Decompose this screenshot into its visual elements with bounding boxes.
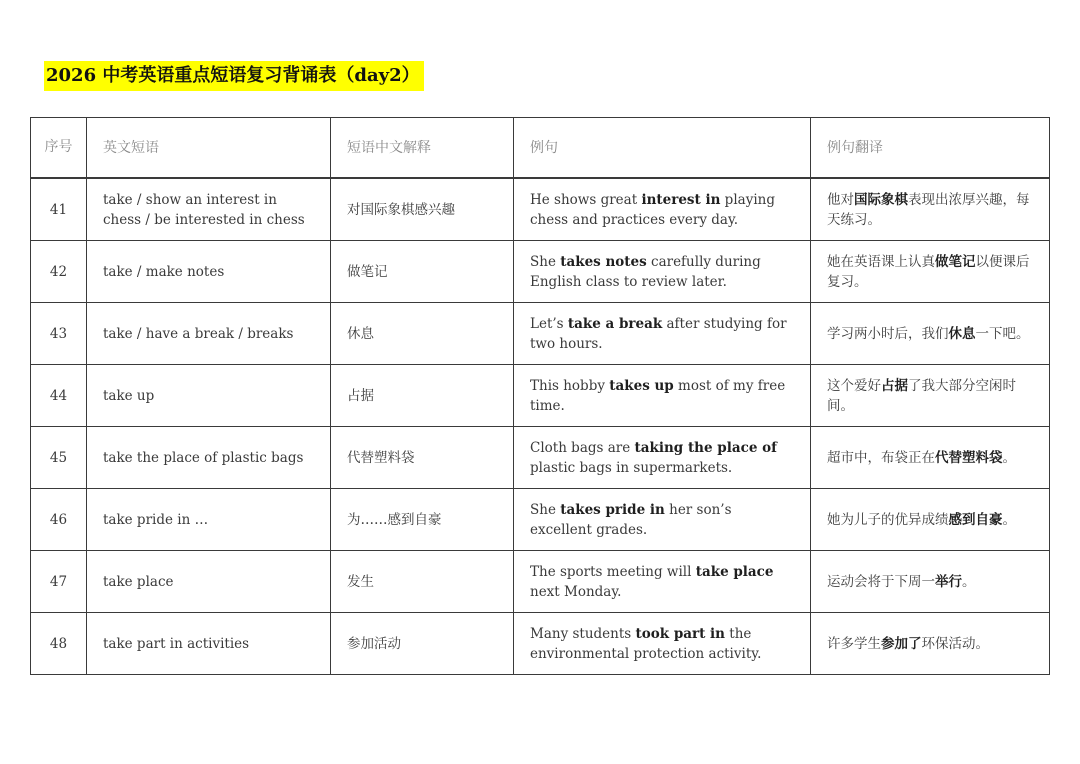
header-meaning: 短语中文解释 <box>330 117 513 178</box>
example-translation <box>810 488 1050 550</box>
example-translation <box>810 178 1050 240</box>
table-row <box>30 364 1050 426</box>
chinese-meaning: 对国际象棋感兴趣 <box>330 178 513 240</box>
english-phrase: take place <box>86 550 330 612</box>
chinese-meaning: 休息 <box>330 302 513 364</box>
english-phrase: take / make notes <box>86 240 330 302</box>
bold-keyword: takes pride in <box>560 501 665 518</box>
chinese-meaning: 发生 <box>330 550 513 612</box>
table-row <box>30 178 1050 240</box>
text-segment: most of my free time. <box>530 377 786 414</box>
bold-keyword: 做笔记 <box>935 253 976 270</box>
bold-keyword: 参加了 <box>881 635 922 652</box>
row-number: 48 <box>30 612 86 675</box>
bold-keyword: takes up <box>609 377 674 394</box>
example-sentence <box>513 612 810 675</box>
text-segment: 一下吧。 <box>975 325 1030 342</box>
example-sentence <box>513 302 810 364</box>
row-number: 45 <box>30 426 86 488</box>
example-sentence <box>513 178 810 240</box>
english-phrase: take the place of plastic bags <box>86 426 330 488</box>
chinese-meaning: 做笔记 <box>330 240 513 302</box>
text-segment: 这个爱好 <box>827 377 881 394</box>
bold-keyword: 举行 <box>935 573 962 590</box>
bold-keyword: taking the place of <box>634 439 777 456</box>
chinese-meaning: 为……感到自豪 <box>330 488 513 550</box>
row-number: 43 <box>30 302 86 364</box>
row-number: 42 <box>30 240 86 302</box>
row-number: 44 <box>30 364 86 426</box>
bold-keyword: interest in <box>641 191 721 208</box>
example-translation <box>810 240 1050 302</box>
example-sentence <box>513 488 810 550</box>
example-sentence <box>513 550 810 612</box>
bold-keyword: 占据 <box>881 377 908 394</box>
text-segment: the environmental protection activity. <box>530 625 762 662</box>
header-num: 序号 <box>30 117 86 178</box>
row-number: 41 <box>30 178 86 240</box>
text-segment: after studying for two hours. <box>530 315 787 352</box>
table-body <box>30 178 1050 675</box>
english-phrase: take up <box>86 364 330 426</box>
text-segment: plastic bags in supermarkets. <box>530 459 733 476</box>
text-segment: 。 <box>962 573 976 590</box>
bold-keyword: took part in <box>635 625 725 642</box>
page-title: 2026 中考英语重点短语复习背诵表（day2） <box>44 61 424 91</box>
english-phrase: take / show an interest in chess / be interested in chess <box>86 178 330 240</box>
text-segment: She <box>530 253 561 270</box>
phrase-table <box>30 117 1050 675</box>
text-segment: She <box>530 501 561 518</box>
text-segment: Cloth bags are <box>530 439 635 456</box>
table-header <box>30 117 1050 178</box>
example-translation <box>810 550 1050 612</box>
text-segment: next Monday. <box>530 583 622 600</box>
text-segment: 以便课后复习。 <box>827 253 1030 290</box>
bold-keyword: 休息 <box>948 325 976 342</box>
chinese-meaning: 参加活动 <box>330 612 513 675</box>
text-segment: He shows great <box>530 191 642 208</box>
text-segment: 超市中，布袋正在 <box>827 449 935 466</box>
text-segment: 她在英语课上认真 <box>827 253 935 270</box>
text-segment: This hobby <box>530 377 610 394</box>
text-segment: 了我大部分空闲时间。 <box>827 377 1016 414</box>
text-segment: Let’s <box>530 315 568 332</box>
text-segment: playing chess and practices every day. <box>530 191 775 228</box>
header-example: 例句 <box>513 117 810 178</box>
example-translation <box>810 302 1050 364</box>
bold-keyword: 感到自豪 <box>948 511 1003 528</box>
table-row <box>30 488 1050 550</box>
chinese-meaning: 占据 <box>330 364 513 426</box>
text-segment: 学习两小时后，我们 <box>827 325 949 342</box>
table-row <box>30 302 1050 364</box>
example-translation <box>810 364 1050 426</box>
table-row <box>30 426 1050 488</box>
text-segment: Many students <box>530 625 636 642</box>
text-segment: 表现出浓厚兴趣，每天练习。 <box>827 191 1030 228</box>
example-translation <box>810 612 1050 675</box>
example-translation <box>810 426 1050 488</box>
table-row <box>30 550 1050 612</box>
row-number: 46 <box>30 488 86 550</box>
text-segment: 她为儿子的优异成绩 <box>827 511 949 528</box>
text-segment: 环保活动。 <box>921 635 989 652</box>
english-phrase: take pride in … <box>86 488 330 550</box>
bold-keyword: 代替塑料袋 <box>935 449 1003 466</box>
table-row <box>30 612 1050 675</box>
text-segment: her son’s excellent grades. <box>530 501 732 538</box>
english-phrase: take part in activities <box>86 612 330 675</box>
example-sentence <box>513 240 810 302</box>
example-sentence <box>513 364 810 426</box>
text-segment: The sports meeting will <box>530 563 696 580</box>
bold-keyword: take a break <box>567 315 663 332</box>
bold-keyword: take place <box>695 563 774 580</box>
text-segment: 他对 <box>827 191 854 208</box>
header-phrase: 英文短语 <box>86 117 330 178</box>
text-segment: 许多学生 <box>827 635 881 652</box>
text-segment: carefully during English class to review later. <box>530 253 761 290</box>
row-number: 47 <box>30 550 86 612</box>
example-sentence <box>513 426 810 488</box>
text-segment: 。 <box>1002 449 1016 466</box>
header-translation: 例句翻译 <box>810 117 1050 178</box>
text-segment: 运动会将于下周一 <box>827 573 935 590</box>
chinese-meaning: 代替塑料袋 <box>330 426 513 488</box>
text-segment: 。 <box>1002 511 1016 528</box>
english-phrase: take / have a break / breaks <box>86 302 330 364</box>
bold-keyword: 国际象棋 <box>854 191 908 208</box>
header-row <box>30 117 1050 178</box>
table-row <box>30 240 1050 302</box>
bold-keyword: takes notes <box>560 253 647 270</box>
